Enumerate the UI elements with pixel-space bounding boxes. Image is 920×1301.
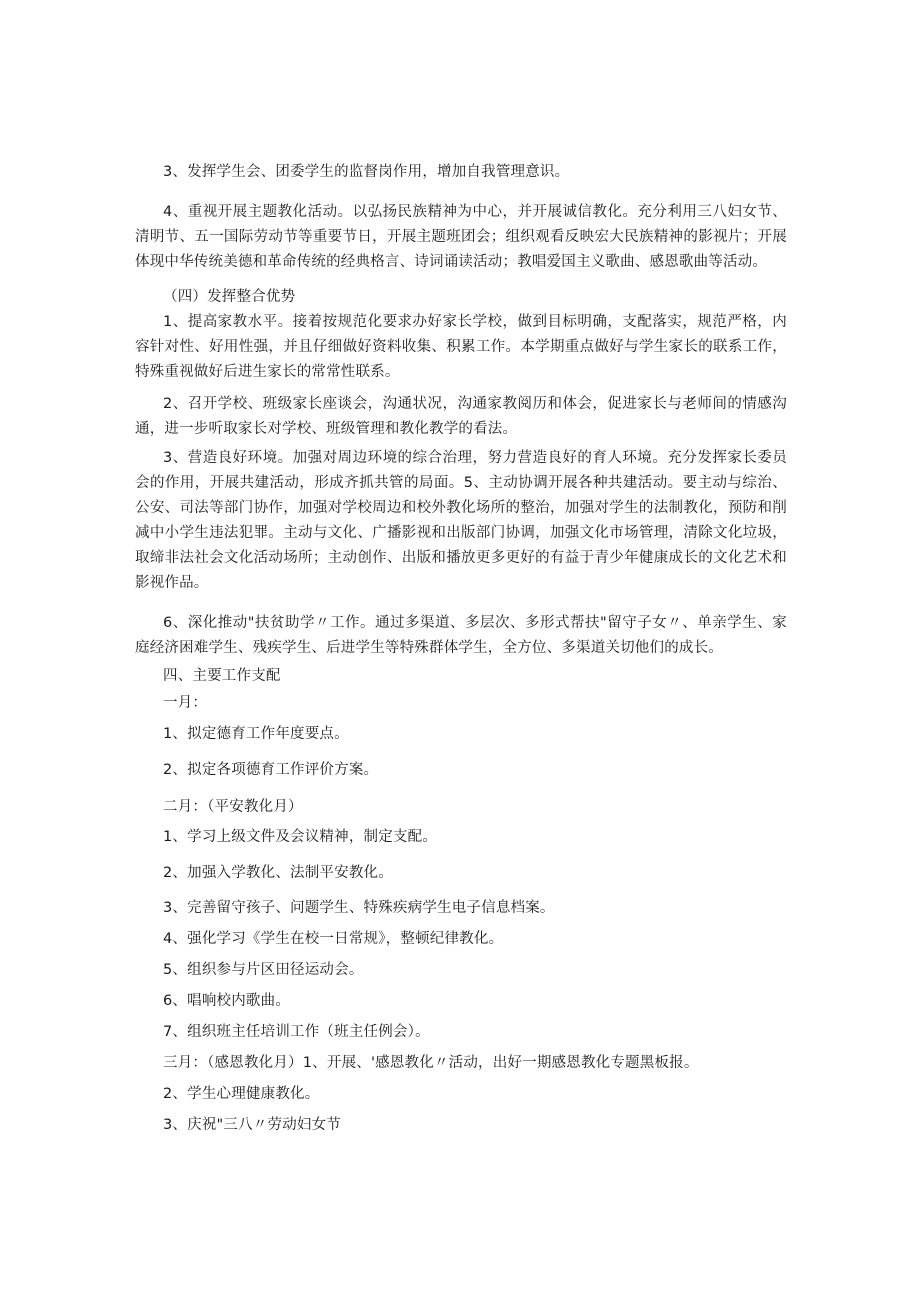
month-heading-february: 二月：（平安教化月） [163,799,303,815]
paragraph-environment: 3、营造良好环境。加强对周边环境的综合治理，努力营造良好的育人环境。充分发挥家长委员会的作用，开展共建活动，形成齐抓共管的局面。5、主动协调开展各种共建活动。要主动与综治、公安、司法等部门协作，加强对学校周边和校外教化场所的整治，加强对学生的法制教化，预防和削减中小学生违法犯罪。主动与文化、广播影视和出版部门协调，加强文化市场管理，清除文化垃圾，取缔非法社会文化活动场所；主动创作、出版和播放更多更好的有益于青少年健康成长的文化艺术和影视作品。 [135,450,787,591]
list-item: 3、庆祝"三八〃劳动妇女节 [163,1117,341,1133]
list-item: 2、加强入学教化、法制平安教化。 [163,865,393,881]
list-item: 2、学生心理健康教化。 [163,1086,320,1102]
paragraph-theme-education: 4、重视开展主题教化活动。以弘扬民族精神为中心，并开展诚信教化。充分利用三八妇女节、清明节、五一国际劳动节等重要节日，开展主题班团会；组织观看反映宏大民族精神的影视片；开展体现中华传统美德和革命传统的经典格言、诗词诵读活动；教唱爱国主义歌曲、感恩歌曲等活动。 [135,204,787,270]
list-item: 7、组织班主任培训工作（班主任例会）。 [163,1024,430,1040]
paragraph-parent-meeting: 2、召开学校、班级家长座谈会，沟通状况，沟通家教阅历和体会，促进家长与老师间的情感沟通，进一步听取家长对学校、班级管理和教化教学的看法。 [135,396,787,437]
month-heading-january: 一月： [163,695,208,711]
paragraph-poverty-aid: 6、深化推动"扶贫助学〃工作。通过多渠道、多层次、多形式帮扶"留守子女〃、单亲学生、家庭经济困难学生、残疾学生、后进学生等特殊群体学生，全方位、多渠道关切他们的成长。 [135,615,787,656]
list-item: 6、唱响校内歌曲。 [163,993,291,1009]
list-item: 2、拟定各项德育工作评价方案。 [163,762,379,778]
section-heading-work-plan: 四、主要工作支配 [163,668,281,684]
paragraph-family-education: 1、提高家教水平。接着按规范化要求办好家长学校，做到目标明确，支配落实，规范严格，内容针对性、好用性强，并且仔细做好资料收集、积累工作。本学期重点做好与学生家长的联系工作，特殊重视做好后进生家长的常常性联系。 [135,314,787,380]
list-item: 1、学习上级文件及会议精神，制定支配。 [163,829,438,845]
list-item: 1、拟定德育工作年度要点。 [163,726,349,742]
list-item: 3、完善留守孩子、问题学生、特殊疾病学生电子信息档案。 [163,900,555,916]
list-item: 5、组织参与片区田径运动会。 [163,962,364,978]
paragraph-student-council: 3、发挥学生会、团委学生的监督岗作用，增加自我管理意识。 [163,164,570,180]
list-item: 4、强化学习《学生在校一日常规》，整顿纪律教化。 [163,931,504,947]
month-heading-march: 三月：（感恩教化月）1、开展、'感恩教化〃活动，出好一期感恩教化专题黑板报。 [163,1055,699,1071]
section-heading-integration: （四）发挥整合优势 [163,289,296,305]
